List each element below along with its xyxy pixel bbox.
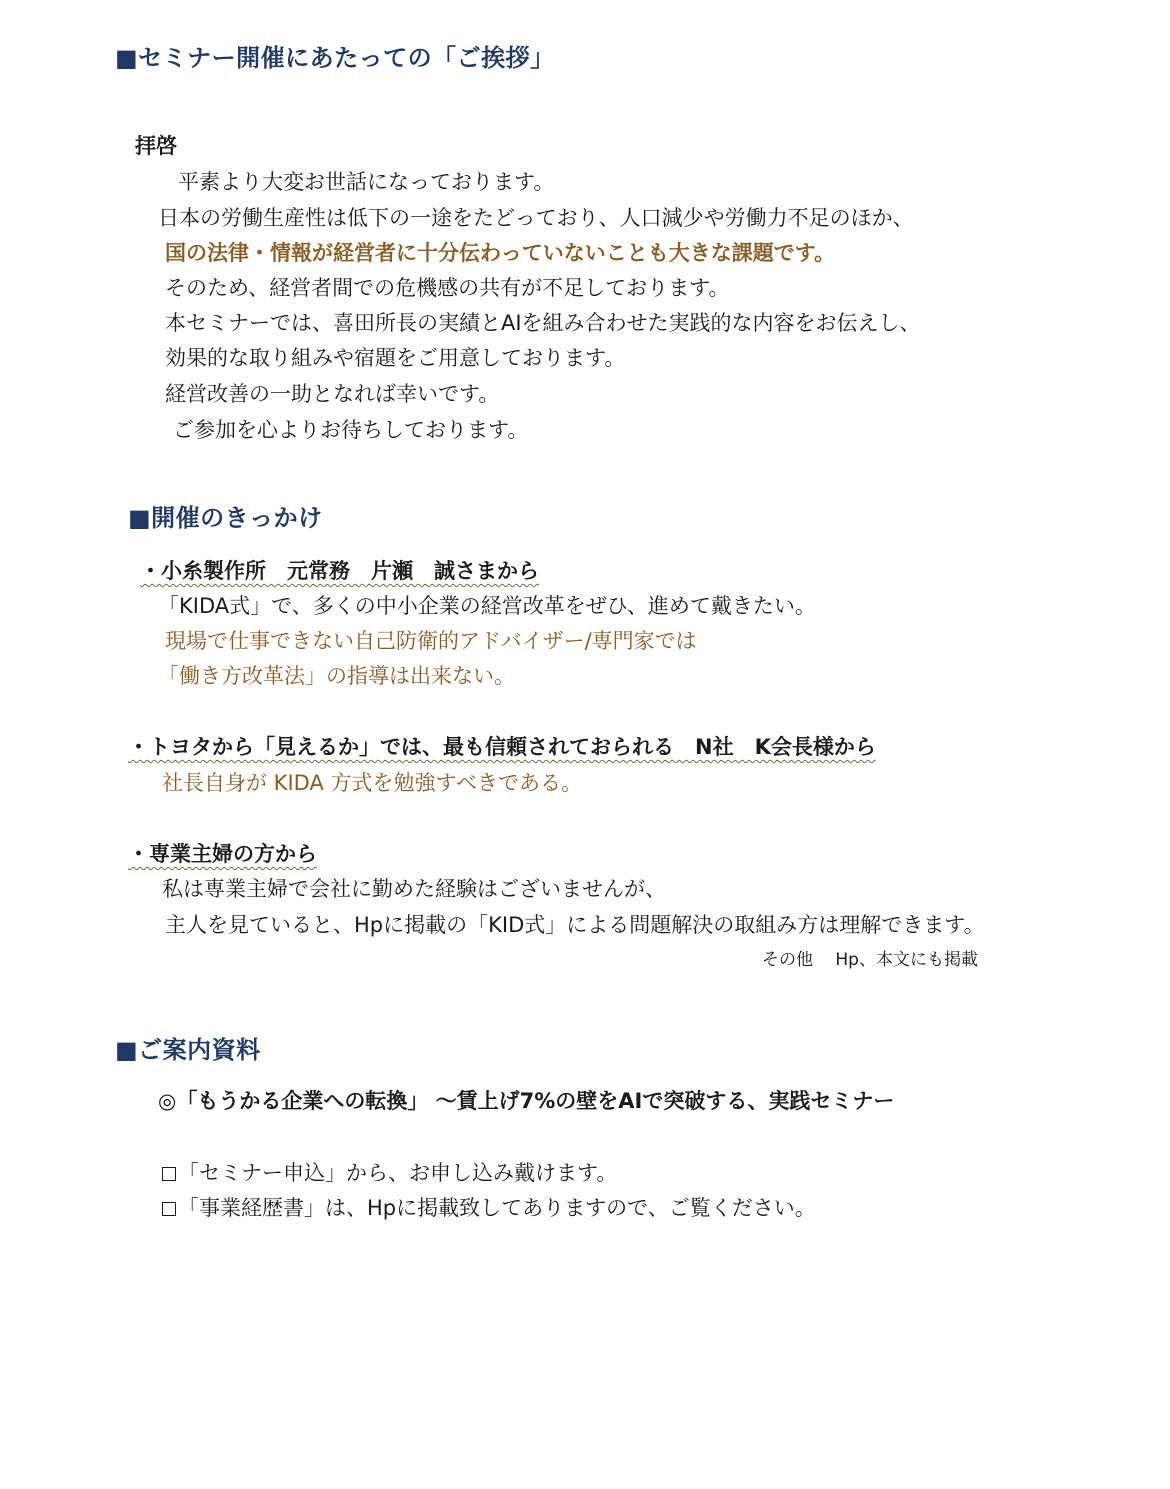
trigger-heading: ■開催のきっかけ xyxy=(128,504,323,532)
check-item xyxy=(162,1198,816,1219)
materials-heading: ■ご案内資料 xyxy=(115,1036,261,1064)
check-item-label: 「事業経歴書」は、Hpに掲載致してありますので、ご覧ください。 xyxy=(178,1196,816,1220)
greeting-line: ご参加を心よりお待ちしております。 xyxy=(173,418,529,442)
greeting-line: 効果的な取り組みや宿題をご用意しております。 xyxy=(165,346,626,370)
checkbox-icon xyxy=(162,1202,176,1216)
check-item xyxy=(162,1163,617,1184)
checkbox-icon xyxy=(162,1167,176,1181)
salutation: 拝啓 xyxy=(135,134,177,158)
testimonial-source: ・小糸製作所 元常務 片瀬 誠さまから xyxy=(140,559,539,583)
testimonial-line: 私は専業主婦で会社に勤めた経験はございませんが、 xyxy=(162,877,666,901)
testimonial-highlight-line: 「働き方改革法」の指導は出来ない。 xyxy=(158,664,515,688)
testimonial-source: ・トヨタから「見えるか」では、最も信頼されておられる N社 K会長様から xyxy=(128,735,876,759)
testimonial-highlight-line: 現場で仕事できない自己防衛的アドバイザー/専門家では xyxy=(165,629,697,653)
testimonial-highlight-line: 社長自身が KIDA 方式を勉強すべきである。 xyxy=(162,771,583,795)
other-note: その他 Hp、本文にも掲載 xyxy=(762,950,978,970)
testimonial-source: ・専業主婦の方から xyxy=(128,842,317,866)
greeting-heading: ■セミナー開催にあたっての「ご挨拶」 xyxy=(115,44,555,72)
greeting-line: 平素より大変お世話になっております。 xyxy=(178,170,555,194)
check-item-label: 「セミナー申込」から、お申し込み戴けます。 xyxy=(178,1161,618,1185)
greeting-line: 本セミナーでは、喜田所長の実績とAIを組み合わせた実践的な内容をお伝えし、 xyxy=(165,311,921,335)
greeting-highlight-line: 国の法律・情報が経営者に十分伝わっていないことも大きな課題です。 xyxy=(165,241,836,265)
seminar-title-line: ◎「もうかる企業への転換」 ～賃上げ7%の壁をAIで突破する、実践セミナー xyxy=(158,1089,895,1113)
greeting-line: そのため、経営者間での危機感の共有が不足しております。 xyxy=(165,276,730,300)
greeting-line: 経営改善の一助となれば幸いです。 xyxy=(165,382,500,406)
greeting-line: 日本の労働生産性は低下の一途をたどっており、人口減少や労働力不足のほか、 xyxy=(158,206,914,230)
testimonial-line: 「KIDA式」で、多くの中小企業の経営改革をぜひ、進めて戴きたい。 xyxy=(158,594,816,618)
testimonial-line: 主人を見ていると、Hpに掲載の「KID式」による問題解決の取組み方は理解できます。 xyxy=(165,913,985,937)
